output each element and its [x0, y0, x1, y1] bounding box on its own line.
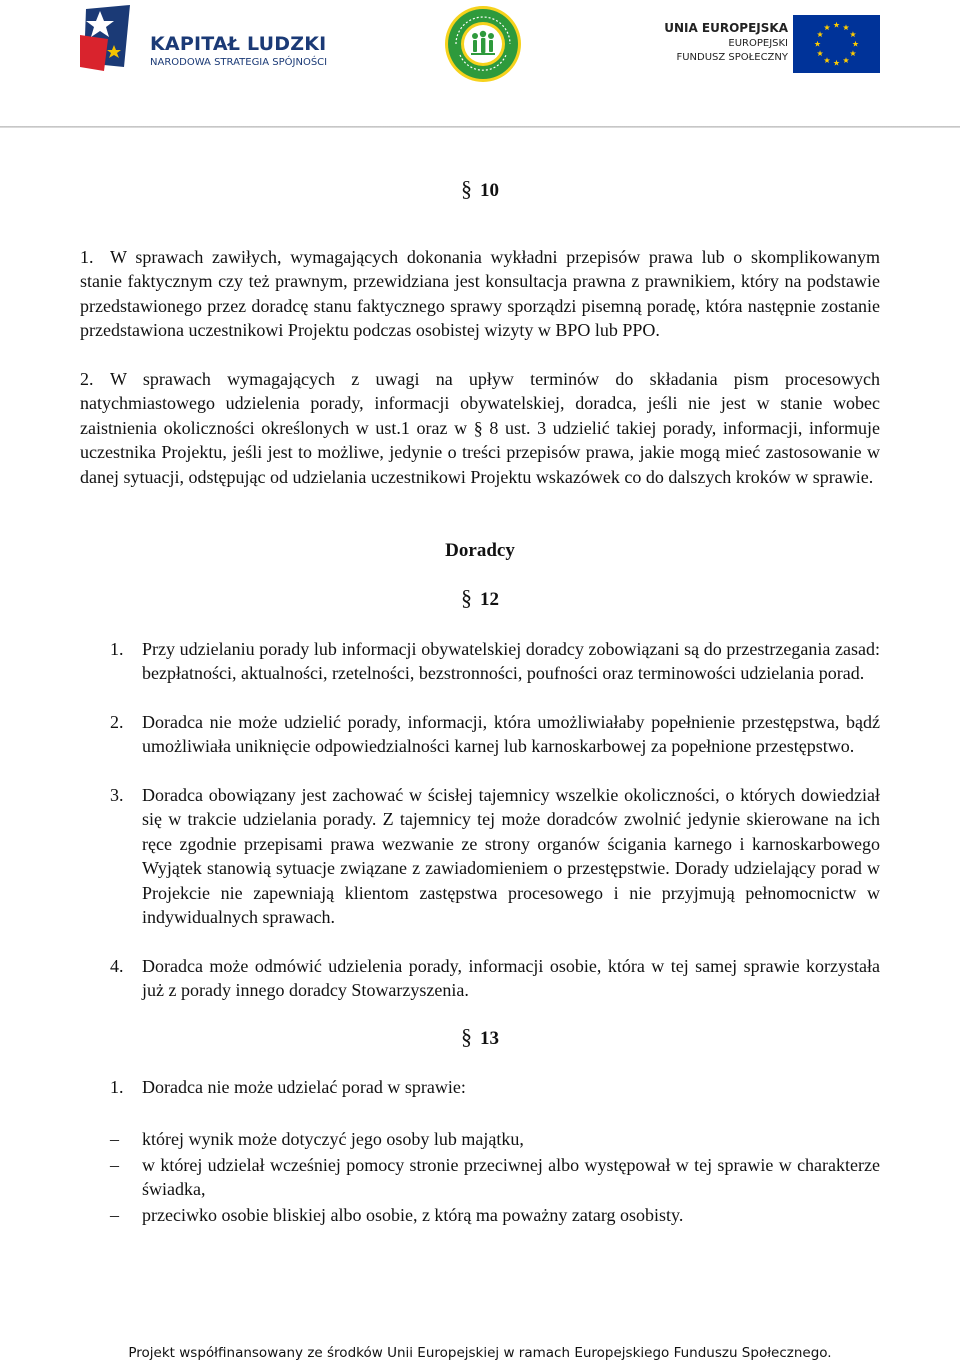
s12-item-3-number: 3.	[110, 785, 124, 805]
s13-bullet-3: przeciwko osobie bliskiej albo osobie, z którą ma poważny zatarg osobisty.	[142, 1205, 684, 1225]
s12-item-4-number: 4.	[110, 956, 124, 976]
s12-item-2-number: 2.	[110, 712, 124, 732]
bullet-dash: –	[110, 1155, 119, 1175]
s13-bullet-1: której wynik może dotyczyć jego osoby lub majątku,	[142, 1129, 524, 1149]
page-header	[0, 0, 960, 122]
section-heading-12	[0, 586, 960, 612]
section-heading-10	[0, 177, 960, 203]
bullet-dash: –	[110, 1129, 119, 1149]
s12-item-1-number: 1.	[110, 639, 124, 659]
eu-line-3: FUNDUSZ SPOŁECZNY	[676, 52, 788, 63]
s10-item-1-number: 1.	[80, 247, 94, 267]
s12-item-4-text: Doradca może odmówić udzielenia porady, informacji osobie, która w tej samej sprawie korzystała już z porady innego doradcy Stowarzyszenia.	[142, 956, 880, 1001]
s12-item-2-text: Doradca nie może udzielić porady, informacji, która umożliwiałaby popełnienie przestępstwa, bądź umożliwiała uniknięcie odpowiedzialności karnej lub karnoskarbowej za popełnione przestępstwo.	[142, 712, 880, 757]
section-number: 13	[480, 1028, 499, 1049]
s10-item-1-text: W sprawach zawiłych, wymagających dokonania wykładni przepisów prawa lub o skomplikowanym stanie faktycznym czy też prawnym, przewidziana jest konsultacja prawna z prawnikiem, który na podstawie przedstawionego przez doradcę stanu faktycznego sprawy sporządzi pisemną poradę, która następnie zostanie przedstawiona uczestnikowi Projektu podczas osobistej wizyty w BPO lub PPO.	[80, 247, 880, 341]
kapital-ludzki-title: KAPITAŁ LUDZKI	[150, 33, 327, 55]
section-heading-13	[0, 1025, 960, 1051]
eu-line-1: UNIA EUROPEJSKA	[664, 21, 788, 35]
bullet-dash: –	[110, 1205, 119, 1225]
s10-item-2-text: W sprawach wymagających z uwagi na upływ terminów do składania pism procesowych natychmiastowego udzielenia porady, informacji obywatelskiej, doradca, jeśli nie jest w stanie wobec zaistnienia okoliczności określonych w ust.1 oraz w § 8 ust. 3 udzielić takiej porady, informacji, informuje uczestnika Projektu, jeśli jest to możliwe, jedynie o treści przepisów prawa, jakie mogą mieć zastosowanie w danej sytuacji, odstępując od udzielania uczestnikowi Projektu wskazówek co do dalszych kroków w sprawie.	[80, 369, 880, 487]
page-footer: Projekt współfinansowany ze środków Unii Europejskiej w ramach Europejskiego Funduszu Społecznego.	[128, 1345, 832, 1361]
s12-item-3-text: Doradca obowiązany jest zachować w ścisłej tajemnicy wszelkie okoliczności, o których dowiedział się w trakcie udzielania porady. Z tajemnicy tej może doradców zwolnić jedynie skierowane na ich ręce zgodnie przepisami prawa wezwanie ze strony organów ścigania karnego i karnoskarbowego Wyjątek stanowią sytuacje związane z zawiadomieniem o przestępstwie. Dorady udzielający porad w Projekcie nie zapewniają klientom zastępstwa procesowego i nie przyjmują pełnomocnictw w indywidualnych sprawach.	[142, 785, 880, 928]
association-seal-logo	[444, 5, 522, 83]
kapital-ludzki-logo	[80, 5, 340, 75]
section-symbol: §	[461, 176, 472, 201]
eu-line-2: EUROPEJSKI	[728, 38, 788, 49]
s13-bullet-2: w której udzielał wcześniej pomocy stronie przeciwnej albo występował w tej sprawie w charakterze świadka,	[142, 1155, 880, 1200]
section-symbol: §	[461, 585, 472, 610]
kapital-ludzki-subtitle: NARODOWA STRATEGIA SPÓJNOŚCI	[150, 57, 328, 68]
eu-flag-icon	[793, 15, 880, 73]
header-divider	[0, 126, 960, 128]
heading-doradcy: Doradcy	[445, 540, 515, 561]
eu-social-fund-logo	[660, 15, 880, 75]
s13-item-1-number: 1.	[110, 1077, 124, 1097]
association-seal-graphic	[444, 5, 522, 83]
section-number: 10	[480, 180, 499, 201]
s10-item-2-number: 2.	[80, 369, 94, 389]
s13-intro-text: Doradca nie może udzielać porad w sprawie:	[142, 1077, 466, 1097]
s12-item-1-text: Przy udzielaniu porady lub informacji obywatelskiej doradcy zobowiązani są do przestrzegania zasad: bezpłatności, aktualności, rzetelności, bezstronności, poufności oraz terminowości udzielania porad.	[142, 639, 880, 684]
section-number: 12	[480, 589, 499, 610]
section-symbol: §	[461, 1024, 472, 1049]
kapital-ludzki-emblem	[80, 5, 140, 75]
